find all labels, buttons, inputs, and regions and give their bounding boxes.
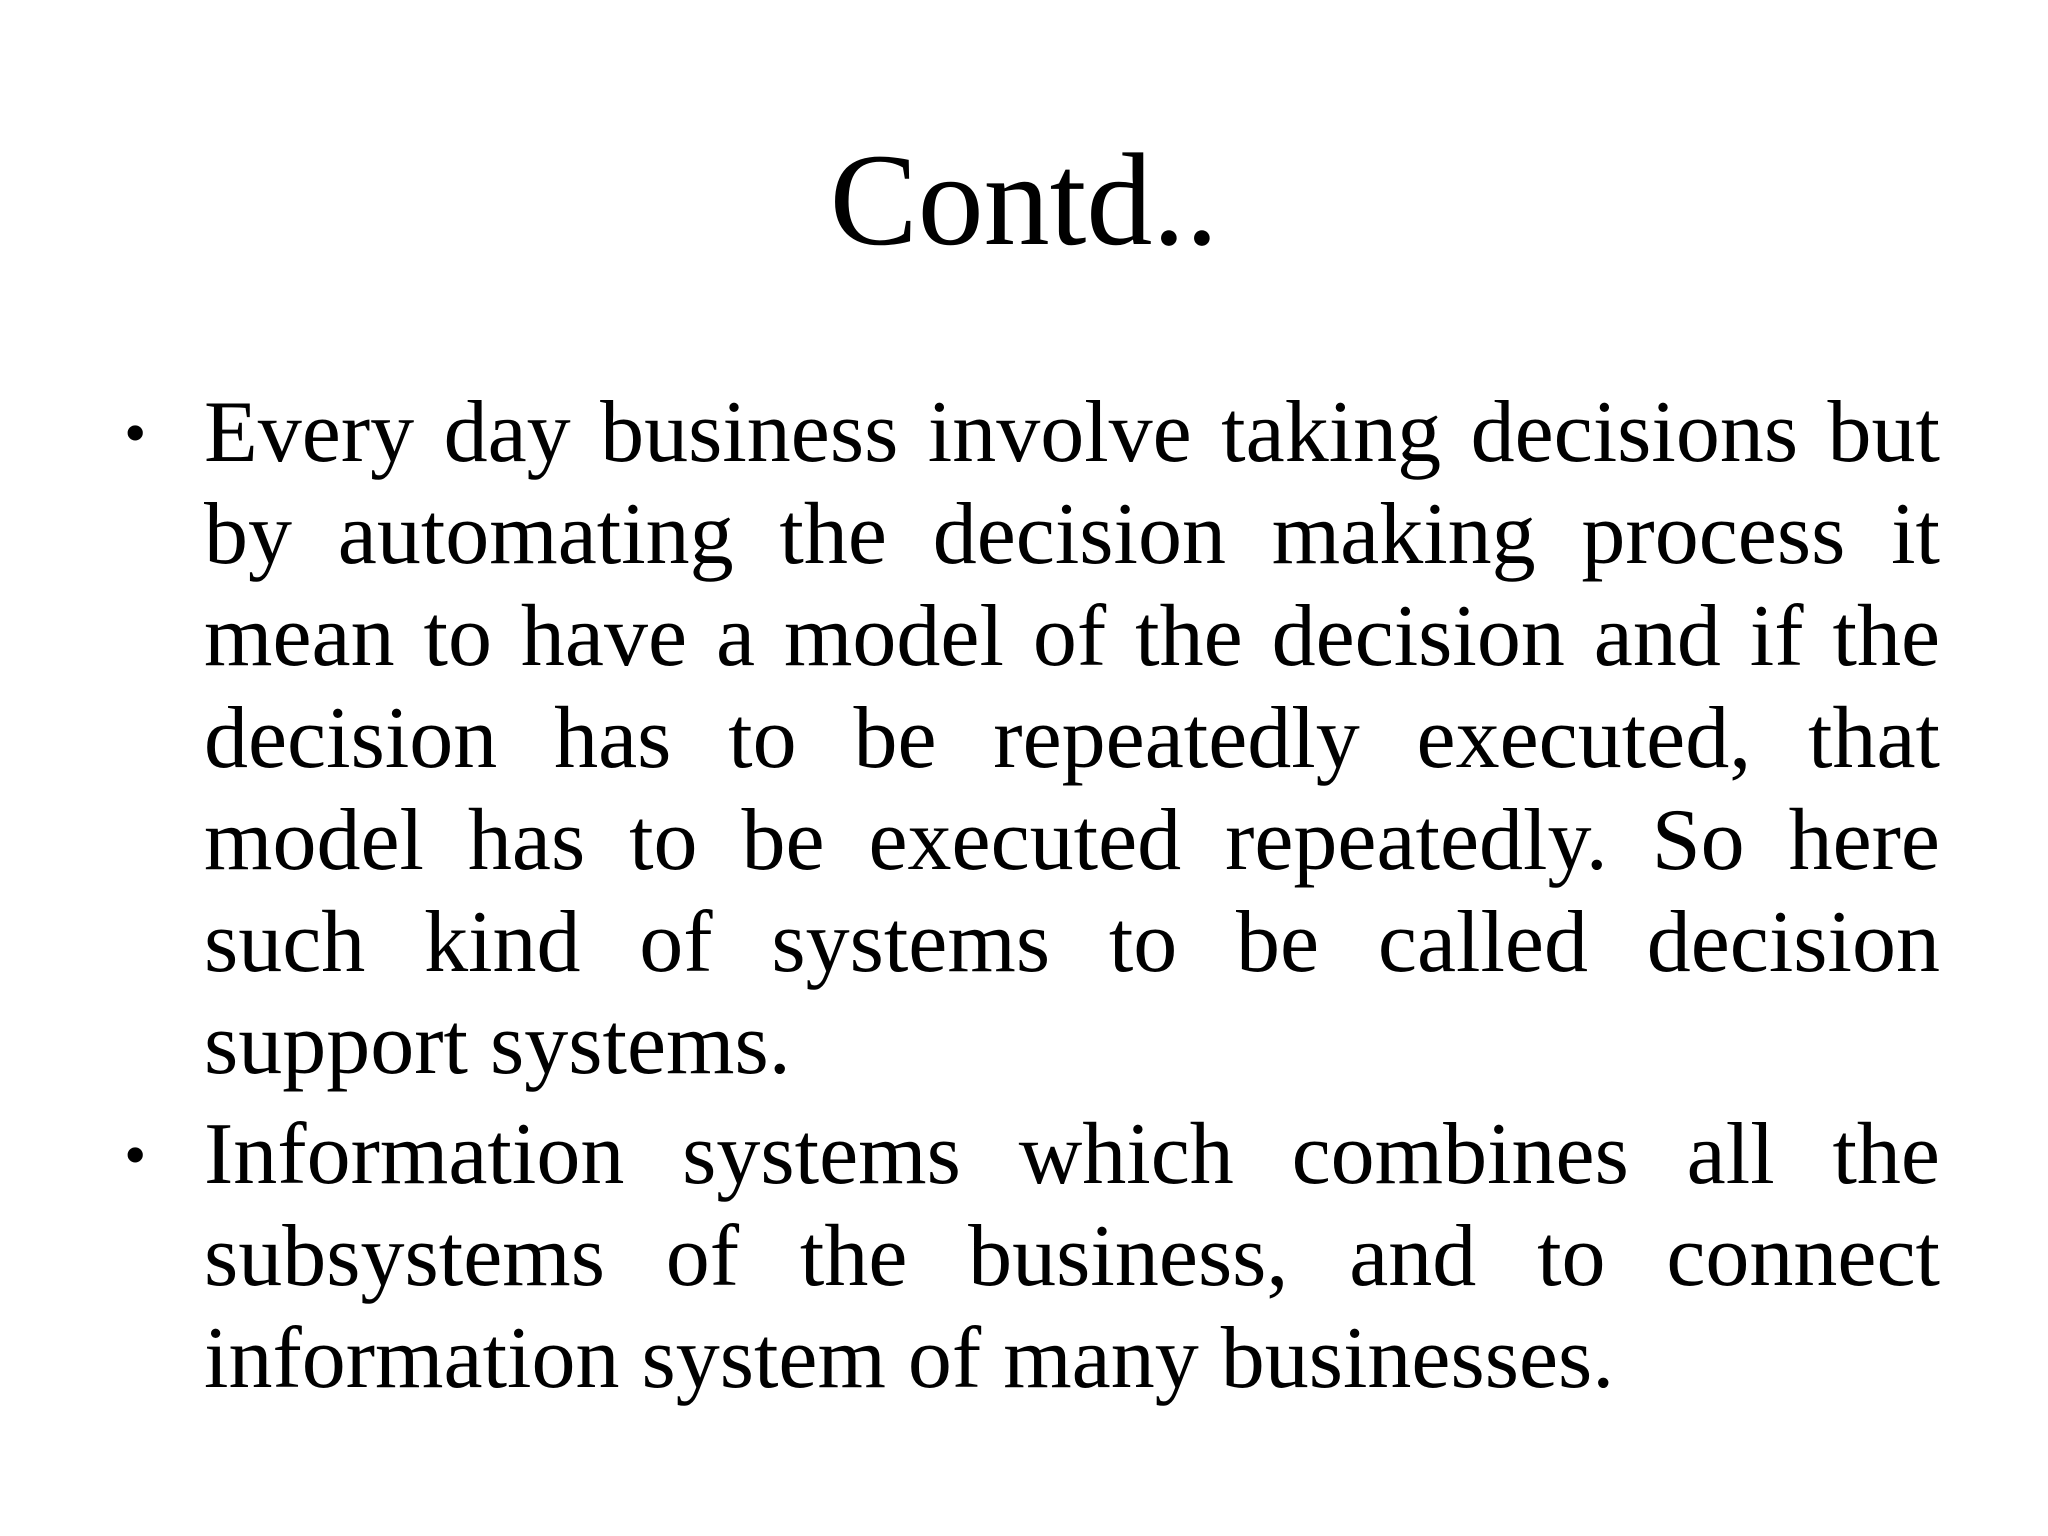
bullet-item-decision-support xyxy=(120,382,1940,1096)
bullet-marker: • xyxy=(124,1119,147,1190)
bullet-item-information-systems xyxy=(120,1104,1940,1410)
bullet-list xyxy=(120,382,1940,1418)
slide-title: Contd.. xyxy=(829,126,1219,273)
bullet-text: Every day business involve taking decisions but by automating the decision making process it mean to have a model of the decision and if the decision has to be repeatedly executed, that model has to be executed repeatedly. So here such kind of systems to be called decision support systems. xyxy=(204,384,1940,1093)
bullet-marker: • xyxy=(124,397,147,468)
bullet-text: Information systems which combines all the subsystems of the business, and to connect information system of many businesses. xyxy=(204,1106,1940,1407)
